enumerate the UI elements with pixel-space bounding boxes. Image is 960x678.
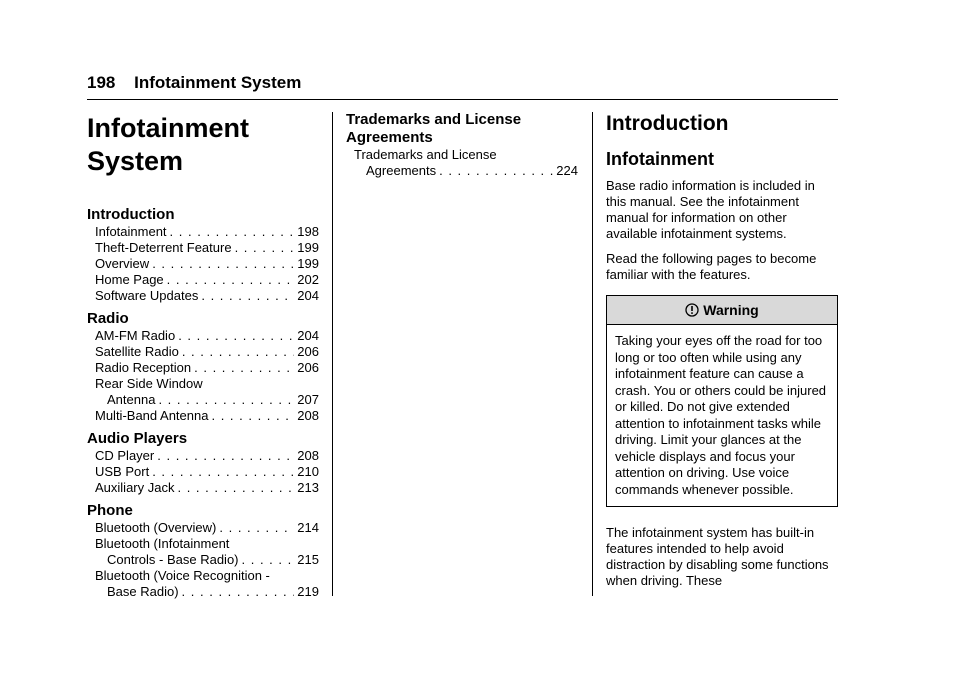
- toc-section-title: [346, 111, 578, 147]
- toc-entry-label: Antenna: [107, 392, 156, 407]
- toc-section-title: Phone: [87, 502, 133, 519]
- leader-dots: [178, 328, 294, 344]
- toc-entry[interactable]: [95, 480, 319, 496]
- page-header: [87, 73, 838, 100]
- leader-dots: [211, 408, 294, 424]
- toc-entry-page: 204: [297, 288, 319, 303]
- toc-section-introduction: [87, 206, 319, 304]
- toc-entry[interactable]: [95, 408, 319, 424]
- warning-header: [607, 296, 837, 325]
- toc-entry[interactable]: [95, 520, 319, 536]
- toc-entry-label: USB Port: [95, 464, 150, 479]
- toc-entry-line[interactable]: Trademarks and License: [354, 147, 497, 162]
- toc-entry-label: Infotainment: [95, 224, 167, 239]
- leader-dots: [194, 360, 294, 376]
- leader-dots: [439, 163, 553, 179]
- toc-entry[interactable]: [95, 344, 319, 360]
- leader-dots: [235, 240, 295, 256]
- toc-entry-page: 199: [297, 256, 319, 271]
- toc-entry-page: 198: [297, 224, 319, 239]
- chapter-title-line: Infotainment: [87, 113, 249, 143]
- toc-column-1: [87, 112, 319, 606]
- warning-title: Warning: [703, 302, 759, 318]
- toc-entry-label: Software Updates: [95, 288, 199, 303]
- toc-section-trademarks: [346, 111, 578, 179]
- toc-section-title: Audio Players: [87, 430, 188, 447]
- toc-entry-page: 214: [297, 520, 319, 535]
- toc-entry[interactable]: [107, 392, 319, 408]
- toc-entry-label: Multi-Band Antenna: [95, 408, 209, 423]
- toc-entry-label: Auxiliary Jack: [95, 480, 175, 495]
- leader-dots: [167, 272, 295, 288]
- leader-dots: [182, 344, 294, 360]
- toc-entry-label: Controls - Base Radio): [107, 552, 239, 567]
- toc-entry-page: 224: [556, 163, 578, 178]
- subsection-heading: Infotainment: [606, 149, 714, 169]
- toc-entry-page: 215: [297, 552, 319, 567]
- toc-entry[interactable]: [107, 552, 319, 568]
- toc-entry-label: Agreements: [366, 163, 437, 178]
- toc-entry-label: Satellite Radio: [95, 344, 179, 359]
- toc-section-audio: [87, 430, 319, 496]
- body-paragraph: Read the following pages to become familiar with the features.: [606, 251, 817, 282]
- toc-column-2: [346, 111, 578, 185]
- toc-entry-page: 206: [297, 360, 319, 375]
- toc-entry[interactable]: [95, 464, 319, 480]
- toc-section-title-line: Agreements: [346, 129, 433, 146]
- toc-entry-label: AM-FM Radio: [95, 328, 176, 343]
- toc-entry-page: 207: [297, 392, 319, 407]
- toc-entry-line[interactable]: Bluetooth (Infotainment: [95, 536, 230, 551]
- header-title: Infotainment System: [134, 73, 302, 92]
- toc-entry[interactable]: [366, 163, 578, 179]
- toc-entry-label: CD Player: [95, 448, 155, 463]
- body-paragraph: Base radio information is included in this manual. See the infotainment manual for information on other available infotainment systems.: [606, 178, 815, 241]
- toc-entry[interactable]: [95, 288, 319, 304]
- toc-entry-label: Bluetooth (Overview): [95, 520, 217, 535]
- toc-entry-label: Overview: [95, 256, 150, 271]
- leader-dots: [152, 256, 294, 272]
- page-number: 198: [87, 73, 116, 92]
- toc-section-title: Introduction: [87, 206, 175, 223]
- leader-dots: [152, 464, 294, 480]
- chapter-title: [87, 112, 319, 178]
- toc-entry-line[interactable]: Rear Side Window: [95, 376, 203, 391]
- toc-entry-page: 213: [297, 480, 319, 495]
- toc-entry-page: 210: [297, 464, 319, 479]
- toc-entry[interactable]: [95, 328, 319, 344]
- toc-entry-label: Theft-Deterrent Feature: [95, 240, 232, 255]
- toc-entry-page: 202: [297, 272, 319, 287]
- leader-dots: [182, 584, 295, 600]
- toc-entry-line[interactable]: Bluetooth (Voice Recognition -: [95, 568, 270, 583]
- toc-entry-label: Radio Reception: [95, 360, 192, 375]
- toc-entry-page: 208: [297, 448, 319, 463]
- toc-section-phone: [87, 502, 319, 600]
- warning-text: Taking your eyes off the road for too long or too often while using any infotainment feature can cause a crash. You or others could be injured or killed. Do not give extended attention to infotainment tasks while driving. Limit your glances at the vehicle displays and focus your attention on driving. Use voice commands whenever possible.: [615, 333, 827, 497]
- warning-box: [606, 295, 838, 507]
- leader-dots: [201, 288, 294, 304]
- leader-dots: [242, 552, 295, 568]
- toc-entry-label: Home Page: [95, 272, 164, 287]
- section-heading: Introduction: [606, 112, 729, 135]
- toc-entry-page: 204: [297, 328, 319, 343]
- toc-entry[interactable]: [107, 584, 319, 600]
- leader-dots: [170, 224, 295, 240]
- toc-entry[interactable]: [95, 256, 319, 272]
- toc-section-radio: [87, 310, 319, 424]
- toc-entry-page: 199: [297, 240, 319, 255]
- chapter-title-line: System: [87, 146, 184, 176]
- leader-dots: [177, 480, 294, 496]
- toc-entry[interactable]: [95, 240, 319, 256]
- toc-section-title-line: Trademarks and License: [346, 111, 522, 128]
- toc-entry-label: Base Radio): [107, 584, 179, 599]
- toc-entry[interactable]: [95, 360, 319, 376]
- toc-entry-page: 208: [297, 408, 319, 423]
- toc-section-title: Radio: [87, 310, 129, 327]
- leader-dots: [158, 392, 294, 408]
- toc-entry[interactable]: [95, 448, 319, 464]
- leader-dots: [219, 520, 294, 536]
- column-divider: [592, 112, 593, 596]
- toc-entry[interactable]: [95, 224, 319, 240]
- leader-dots: [157, 448, 294, 464]
- toc-entry[interactable]: [95, 272, 319, 288]
- warning-symbol-icon: [685, 303, 699, 317]
- toc-entry-page: 219: [297, 584, 319, 599]
- column-divider: [332, 112, 333, 596]
- body-paragraph: The infotainment system has built-in features intended to help avoid distraction by disabling some functions when driving. These: [606, 525, 829, 588]
- toc-entry-page: 206: [297, 344, 319, 359]
- content-column: [606, 112, 838, 598]
